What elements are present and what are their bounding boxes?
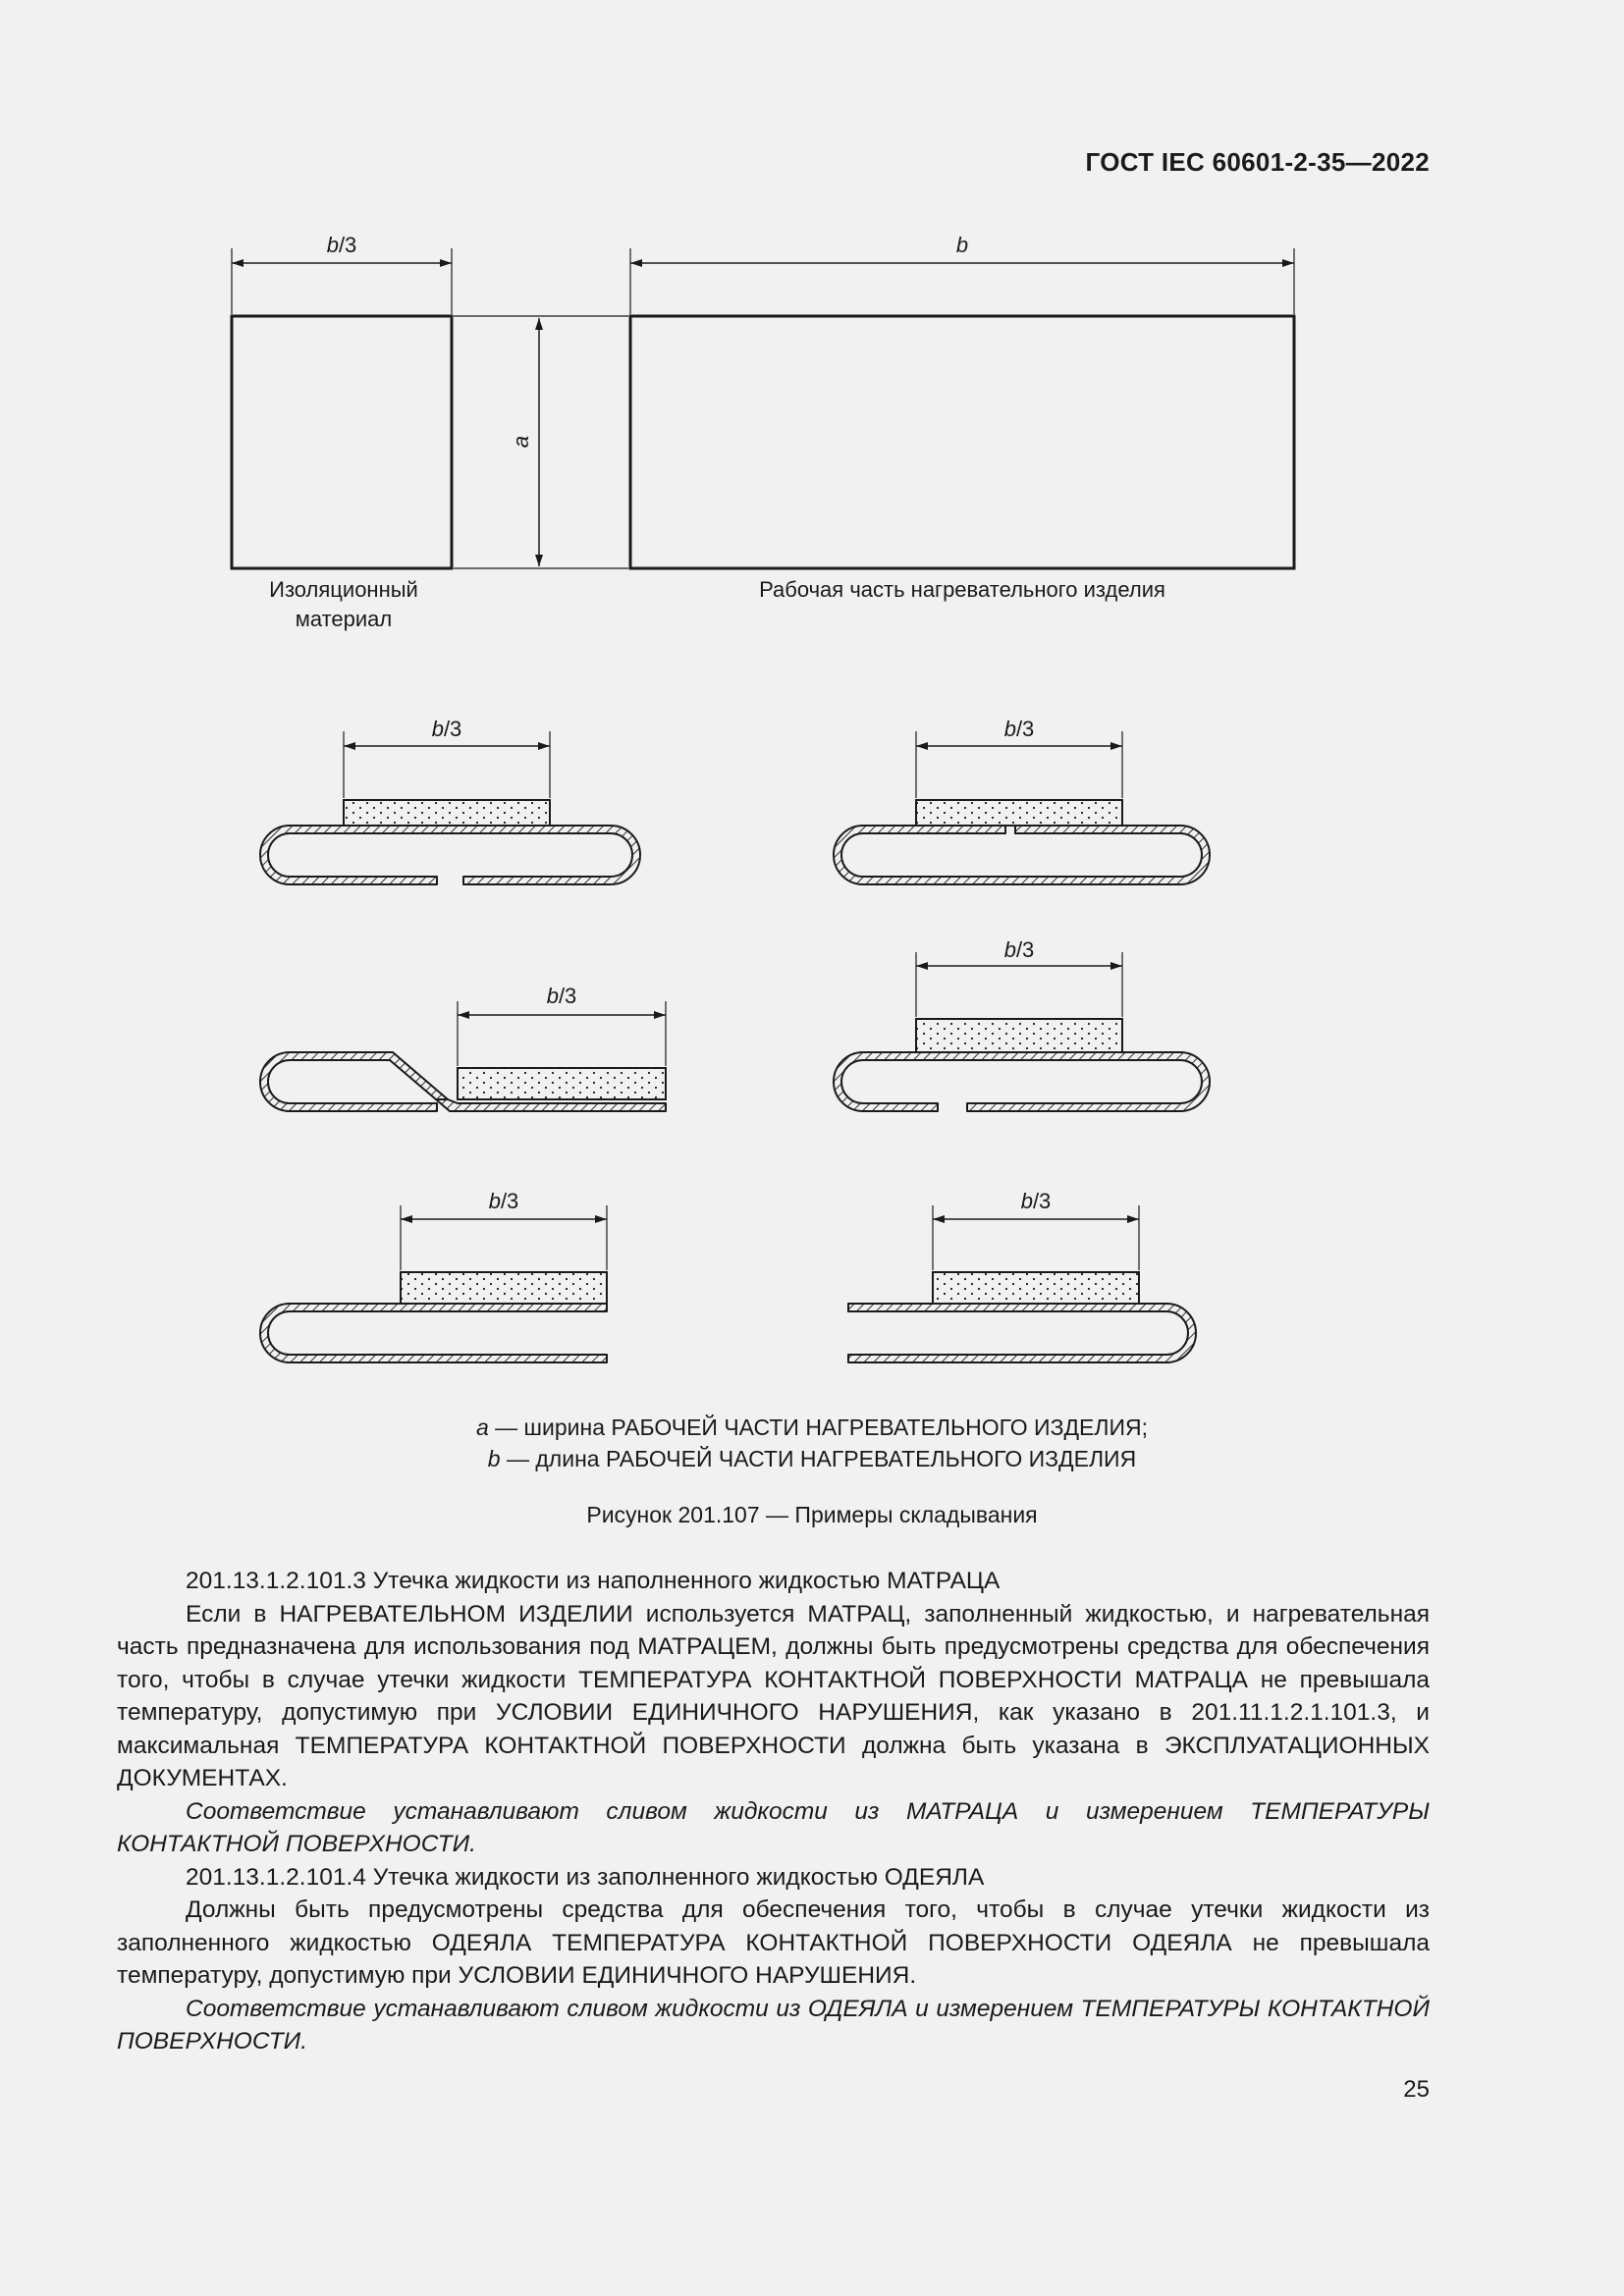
paragraph-compliance-4: Соответствие устанавливают сливом жидкости из ОДЕЯЛА и измерением ТЕМПЕРАТУРЫ КОНТАКТНОЙ ПОВЕРХНОСТИ. [117,1995,1430,2055]
insulation-rect [232,316,452,568]
dim-label-ex4: b/3 [1003,937,1035,962]
flat-layout [232,248,1294,568]
legend-a-text: — ширина РАБОЧЕЙ ЧАСТИ НАГРЕВАТЕЛЬНОГО ИЗДЕЛИЯ; [488,1415,1149,1440]
paragraph-requirement-3: Если в НАГРЕВАТЕЛЬНОМ ИЗДЕЛИИ используется МАТРАЦ, заполненный жидкостью, и нагревательная часть предназначена для использования под МАТРАЦЕМ, должны быть предусмотрены средства для обеспечения того, чтобы в случае утечки жидкости ТЕМПЕРАТУРА КОНТАКТНОЙ ПОВЕРХНОСТИ МАТРАЦА не превышала температуру, допустимую при УСЛОВИИ ЕДИНИЧНОГО НАРУШЕНИЯ, как указано в 201.11.1.2.1.101.3, и максимальная ТЕМПЕРАТУРА КОНТАКТНОЙ ПОВЕРХНОСТИ должна быть указана в ЭКСПЛУАТАЦИОННЫХ ДОКУМЕНТАХ. [117,1600,1430,1791]
paragraph-heading-3: 201.13.1.2.101.3 Утечка жидкости из наполненного жидкостью МАТРАЦА [186,1568,1001,1594]
paragraph-heading-4: 201.13.1.2.101.4 Утечка жидкости из заполненного жидкостью ОДЕЯЛА [186,1863,985,1891]
body-text [117,1565,1430,2058]
label-insulation-2: материал [295,607,393,631]
dim-label-b3: b/3 [326,233,357,257]
label-working-part: Рабочая часть нагревательного изделия [759,577,1165,602]
legend-line-a [0,1412,1624,1444]
working-part-rect [630,316,1294,568]
figure-caption: Рисунок 201.107 — Примеры складывания [586,1502,1038,1527]
legend-b-symbol: b [487,1446,501,1471]
dim-label-ex6: b/3 [1020,1189,1052,1213]
page-number: 25 [1403,2076,1430,2103]
fold-example-1 [260,717,640,884]
fold-example-4 [834,937,1210,1111]
dim-label-a: a [509,435,533,449]
paragraph-compliance-3: Соответствие устанавливают сливом жидкости из МАТРАЦА и измерением ТЕМПЕРАТУРЫ КОНТАКТНОЙ ПОВЕРХНОСТИ. [117,1797,1430,1857]
fold-example-3 [260,984,666,1111]
legend-a-symbol: a [475,1415,489,1440]
dim-label-ex5: b/3 [488,1189,519,1213]
label-insulation-1: Изоляционный [269,577,418,602]
fold-example-5 [260,1189,607,1362]
legend-b-text: — длина РАБОЧЕЙ ЧАСТИ НАГРЕВАТЕЛЬНОГО ИЗДЕЛИЯ [500,1446,1137,1471]
dim-label-b: b [955,233,969,257]
document-header: ГОСТ IEC 60601-2-35—2022 [1085,147,1430,177]
dim-label-ex3: b/3 [546,984,577,1008]
dim-label-ex2: b/3 [1003,717,1035,741]
legend-line-b [0,1443,1624,1475]
paragraph-requirement-4: Должны быть предусмотрены средства для обеспечения того, чтобы в случае утечки жидкости из заполненного жидкостью ОДЕЯЛА ТЕМПЕРАТУРА КОНТАКТНОЙ ПОВЕРХНОСТИ ОДЕЯЛА не превышала температуру, допустимую при УСЛОВИИ ЕДИНИЧНОГО НАРУШЕНИЯ. [117,1896,1430,1989]
dim-label-ex1: b/3 [431,717,462,741]
fold-example-2 [834,717,1210,884]
fold-example-6 [848,1189,1196,1362]
